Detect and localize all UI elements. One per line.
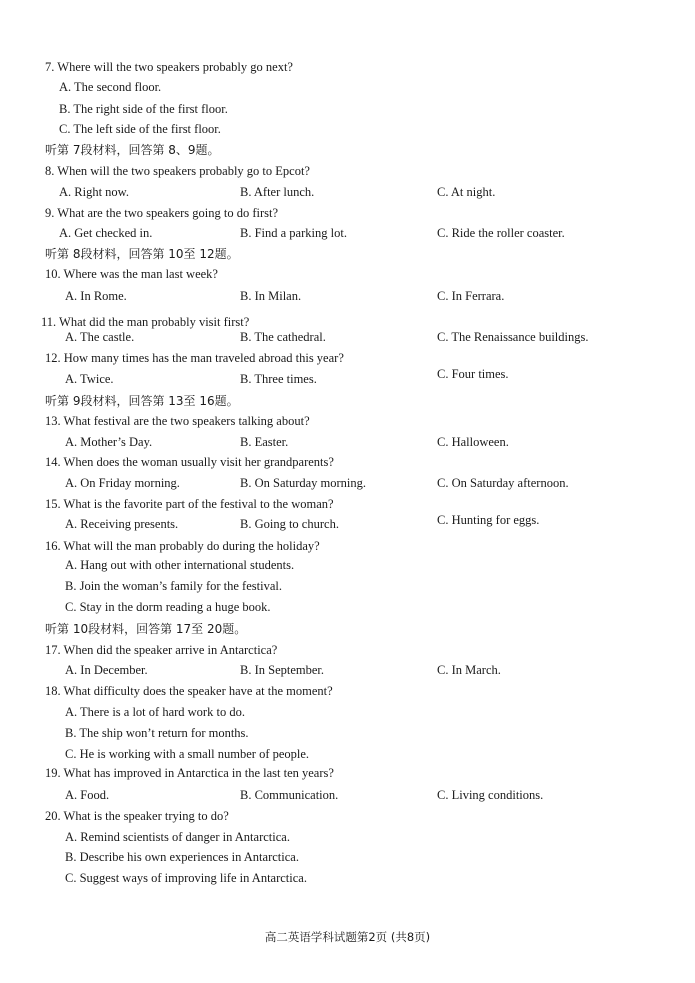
question-14-option-c: C. On Saturday afternoon. (437, 476, 569, 490)
question-16-option-a: A. Hang out with other international students. (65, 558, 295, 572)
question-7-option-c: C. The left side of the first floor. (59, 122, 221, 136)
question-17-stem: 17. When did the speaker arrive in Antarctica? (45, 643, 278, 657)
question-10-option-c: C. In Ferrara. (437, 289, 505, 303)
question-20-option-b: B. Describe his own experiences in Antarctica. (65, 850, 299, 864)
question-19-option-b: B. Communication. (240, 788, 339, 802)
question-11-stem: 11. What did the man probably visit first? (41, 315, 250, 329)
question-8-option-a: A. Right now. (59, 185, 130, 199)
question-14-stem: 14. When does the woman usually visit her grandparents? (45, 455, 334, 469)
question-20-option-a: A. Remind scientists of danger in Antarctica. (65, 830, 290, 844)
question-12-option-c: C. Four times. (437, 367, 509, 381)
question-14-option-a: A. On Friday morning. (65, 476, 180, 490)
question-12-option-b: B. Three times. (240, 372, 317, 386)
question-17-option-c: C. In March. (437, 663, 501, 677)
question-18-option-b: B. The ship won’t return for months. (65, 726, 249, 740)
section-10-heading: 听第 10段材料，回答第 17至 20题。 (45, 622, 247, 636)
question-18-stem: 18. What difficulty does the speaker have at the moment? (45, 684, 333, 698)
question-17-option-a: A. In December. (65, 663, 148, 677)
question-11-option-c: C. The Renaissance buildings. (437, 330, 589, 344)
question-15-option-a: A. Receiving presents. (65, 517, 179, 531)
section-9-heading: 听第 9段材料，回答第 13至 16题。 (45, 394, 239, 408)
section-7-heading: 听第 7段材料，回答第 8、9题。 (45, 143, 220, 157)
question-9-stem: 9. What are the two speakers going to do first? (45, 206, 279, 220)
question-19-stem: 19. What has improved in Antarctica in the last ten years? (45, 766, 334, 780)
question-7-option-b: B. The right side of the first floor. (59, 102, 228, 116)
question-9-option-c: C. Ride the roller coaster. (437, 226, 565, 240)
question-11-option-b: B. The cathedral. (240, 330, 326, 344)
question-15-option-b: B. Going to church. (240, 517, 339, 531)
question-20-option-c: C. Suggest ways of improving life in Antarctica. (65, 871, 307, 885)
question-11-option-a: A. The castle. (65, 330, 135, 344)
question-17-option-b: B. In September. (240, 663, 325, 677)
question-20-stem: 20. What is the speaker trying to do? (45, 809, 229, 823)
question-7-stem: 7. Where will the two speakers probably go next? (45, 60, 293, 74)
question-8-option-c: C. At night. (437, 185, 496, 199)
question-13-option-b: B. Easter. (240, 435, 289, 449)
question-10-option-a: A. In Rome. (65, 289, 127, 303)
section-8-heading: 听第 8段材料，回答第 10至 12题。 (45, 247, 239, 261)
question-16-option-c: C. Stay in the dorm reading a huge book. (65, 600, 271, 614)
question-19-option-a: A. Food. (65, 788, 110, 802)
question-12-option-a: A. Twice. (65, 372, 114, 386)
question-9-option-a: A. Get checked in. (59, 226, 153, 240)
question-13-option-c: C. Halloween. (437, 435, 509, 449)
question-8-stem: 8. When will the two speakers probably go to Epcot? (45, 164, 310, 178)
question-13-option-a: A. Mother’s Day. (65, 435, 153, 449)
question-19-option-c: C. Living conditions. (437, 788, 544, 802)
question-15-option-c: C. Hunting for eggs. (437, 513, 540, 527)
question-13-stem: 13. What festival are the two speakers talking about? (45, 414, 310, 428)
question-9-option-b: B. Find a parking lot. (240, 226, 347, 240)
question-18-option-a: A. There is a lot of hard work to do. (65, 705, 245, 719)
question-14-option-b: B. On Saturday morning. (240, 476, 367, 490)
question-18-option-c: C. He is working with a small number of people. (65, 747, 310, 761)
question-15-stem: 15. What is the favorite part of the festival to the woman? (45, 497, 334, 511)
question-7-option-a: A. The second floor. (59, 80, 162, 94)
question-8-option-b: B. After lunch. (240, 185, 315, 199)
question-10-option-b: B. In Milan. (240, 289, 302, 303)
question-10-stem: 10. Where was the man last week? (45, 267, 218, 281)
question-16-stem: 16. What will the man probably do during the holiday? (45, 539, 320, 553)
question-12-stem: 12. How many times has the man traveled abroad this year? (45, 351, 344, 365)
page-footer: 高二英语学科试题第2页 (共8页) (264, 930, 431, 944)
question-16-option-b: B. Join the woman’s family for the festival. (65, 579, 282, 593)
